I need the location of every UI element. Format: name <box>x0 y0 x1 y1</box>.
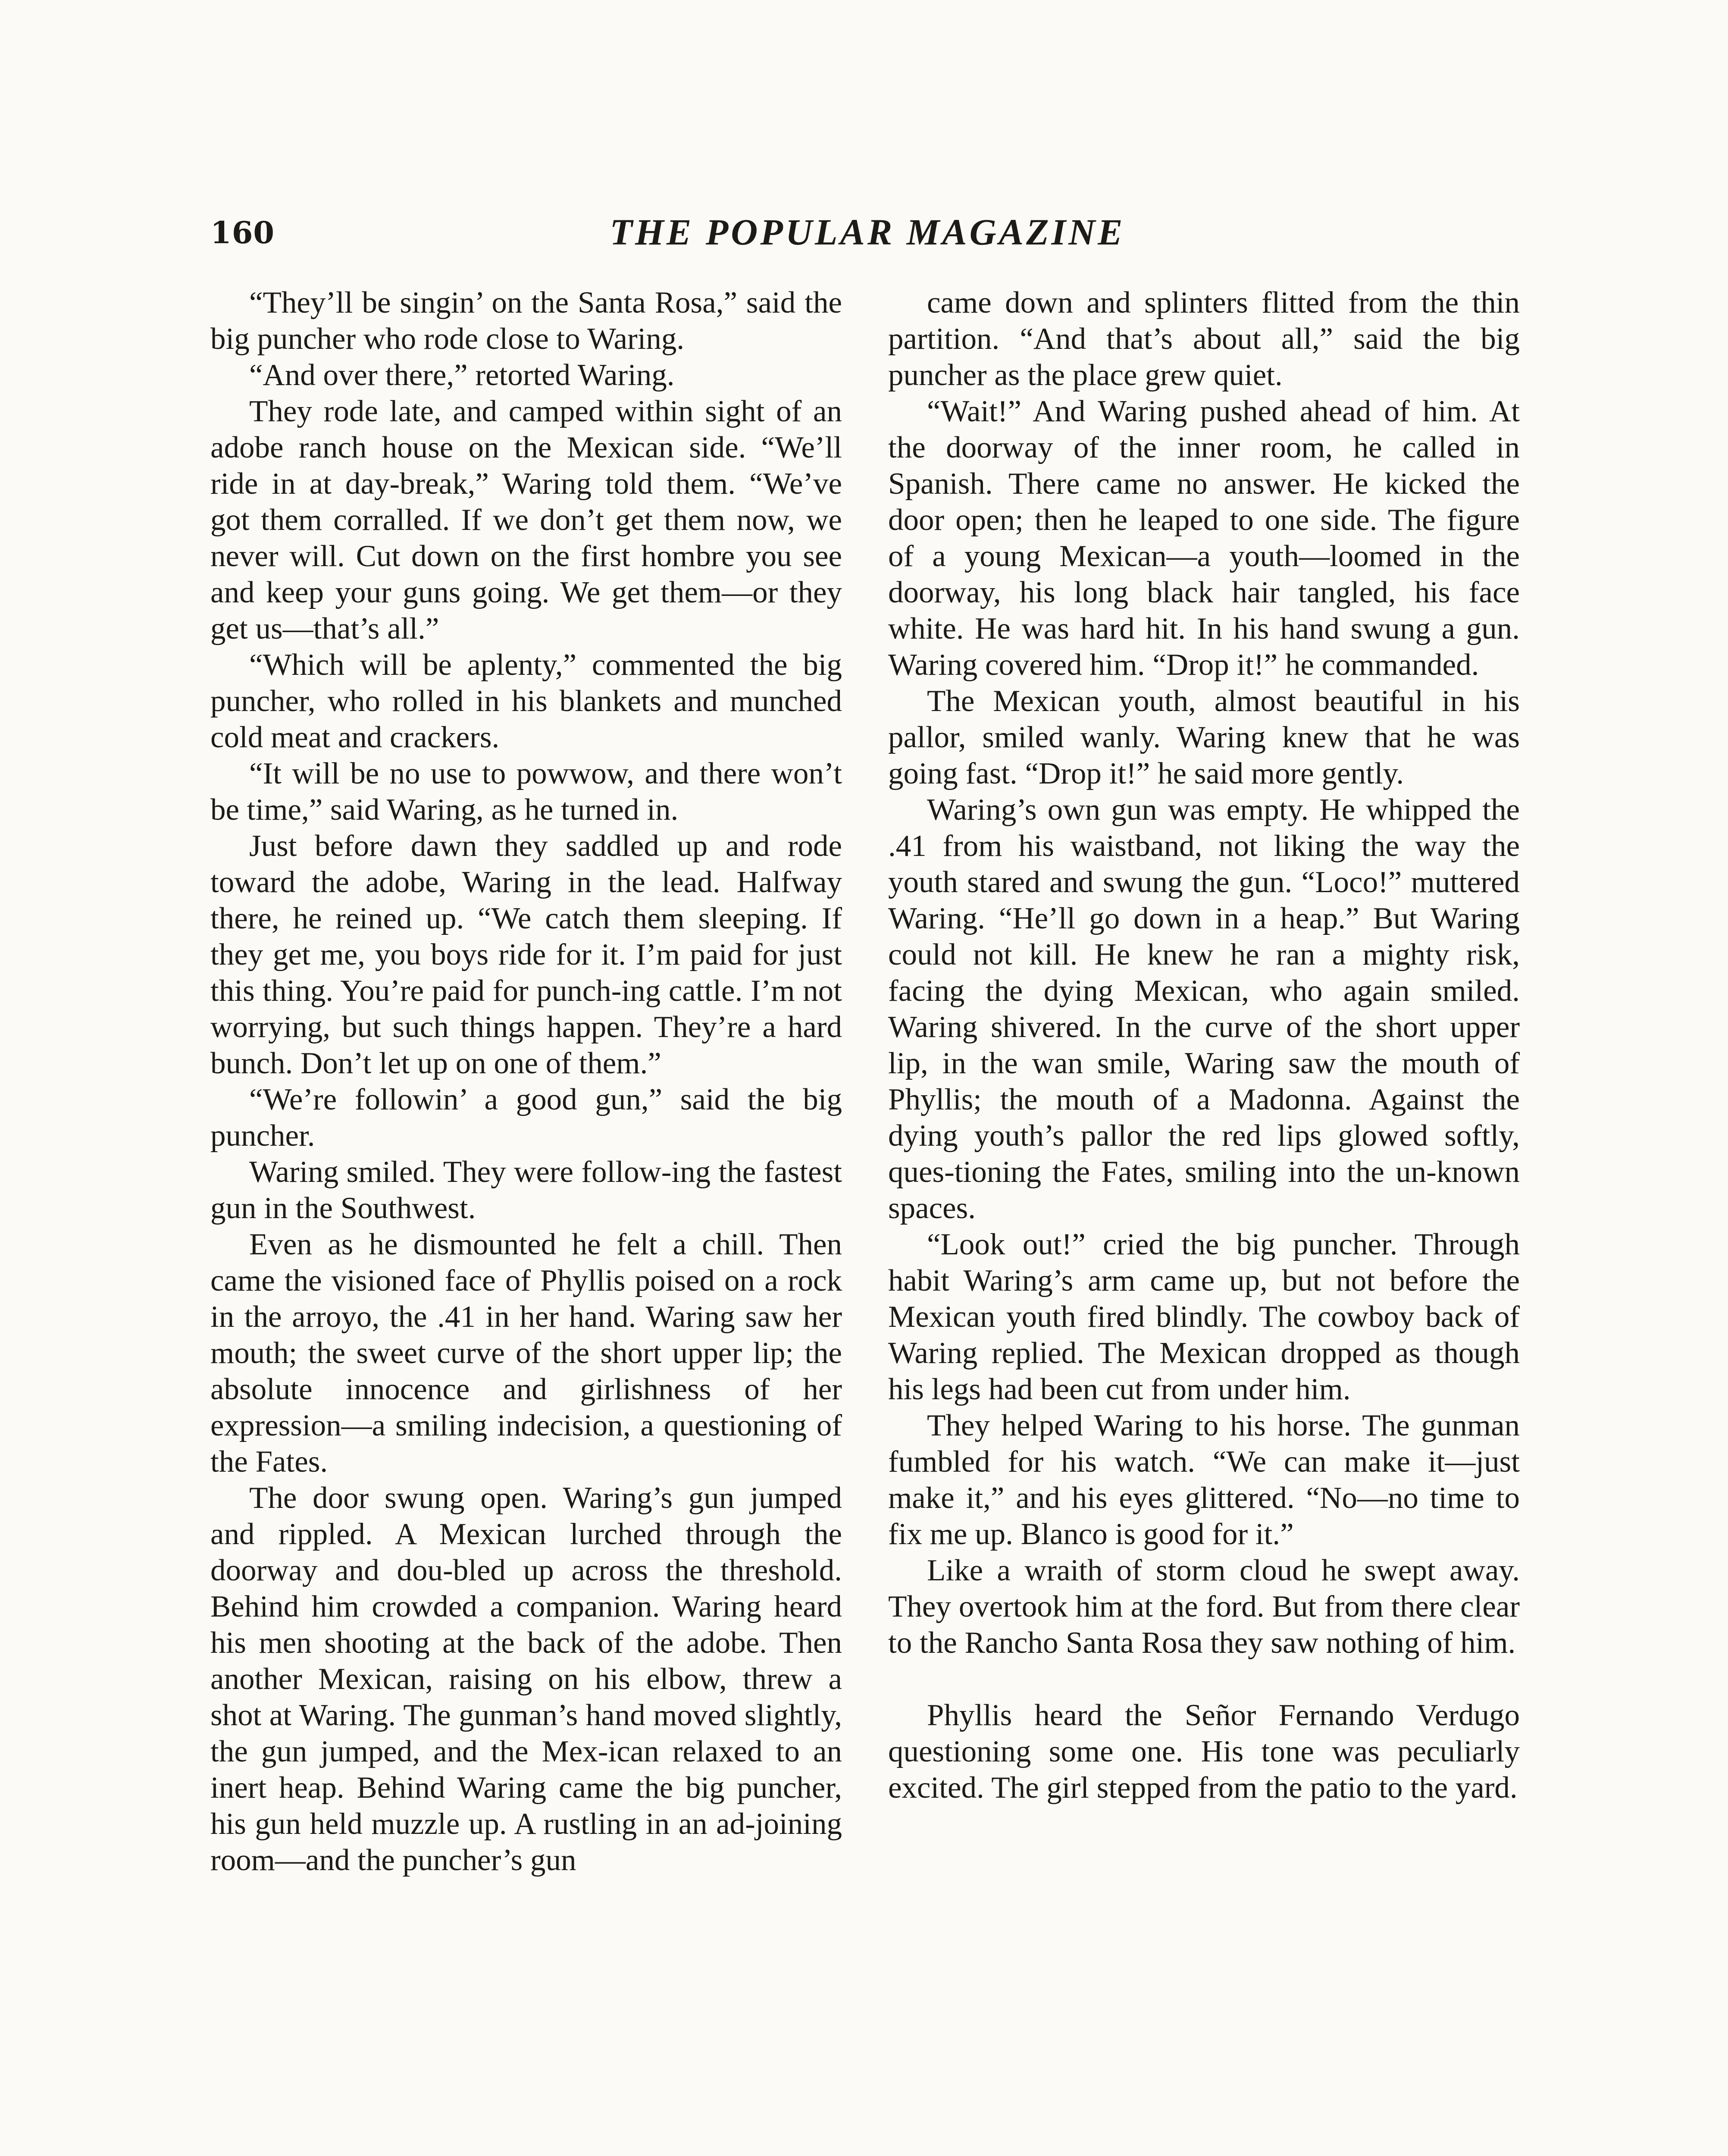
paragraph: “Look out!” cried the big puncher. Through habit Waring’s arm came up, but not before the Mexican youth fired blindly. The cowboy back of Waring replied. The Mexican dropped as though his legs had been cut from under him. <box>888 1228 1520 1406</box>
paragraph: Waring’s own gun was empty. He whipped the .41 from his waistband, not liking the way the youth stared and swung the gun. “Loco!” muttered Waring. “He’ll go down in a heap.” But Waring could not kill. He knew he ran a mighty risk, facing the dying Mexican, who again smiled. Waring shivered. In the curve of the short upper lip, in the wan smile, Waring saw the mouth of Phyllis; the mouth of a Madonna. Against the dying youth’s pallor the red lips glowed softly, ques-tioning the Fates, smiling into the un-known spaces. <box>888 793 1520 1225</box>
paragraph: Just before dawn they saddled up and rode toward the adobe, Waring in the lead. Halfway there, he reined up. “We catch them sleeping. If they get me, you boys ride for it. I’m paid for just this thing. You’re paid for punch-ing cattle. I’m not worrying, but such things happen. They’re a hard bunch. Don’t let up on one of them.” <box>210 829 842 1080</box>
paragraph: The Mexican youth, almost beautiful in his pallor, smiled wanly. Waring knew that he was going fast. “Drop it!” he said more gently. <box>888 684 1520 790</box>
paragraph: They helped Waring to his horse. The gunman fumbled for his watch. “We can make it—just make it,” and his eyes glittered. “No—no time to fix me up. Blanco is good for it.” <box>888 1409 1520 1551</box>
paragraph: Like a wraith of storm cloud he swept away. They overtook him at the ford. But from there clear to the Rancho Santa Rosa they saw nothing of him. <box>888 1554 1520 1660</box>
page-header <box>210 207 1525 263</box>
paragraph: Waring smiled. They were follow-ing the fastest gun in the Southwest. <box>210 1155 842 1225</box>
paragraph: “And over there,” retorted Waring. <box>249 358 675 392</box>
page-number: 160 <box>210 215 275 251</box>
paragraph: Phyllis heard the Señor Fernando Verdugo questioning some one. His tone was peculiarly excited. The girl stepped from the patio to the yard. <box>888 1698 1520 1805</box>
paragraph: “It will be no use to powwow, and there won’t be time,” said Waring, as he turned in. <box>210 757 842 827</box>
running-title: THE POPULAR MAGAZINE <box>610 211 1125 253</box>
paragraph: came down and splinters flitted from the thin partition. “And that’s about all,” said the big puncher as the place grew quiet. <box>888 286 1520 392</box>
text-column-right <box>888 285 1520 1806</box>
text-column-left <box>210 285 842 1878</box>
paragraph: They rode late, and camped within sight of an adobe ranch house on the Mexican side. “We’ll ride in at day-break,” Waring told them. “We’ve got them corralled. If we don’t get them now, we never will. Cut down on the first hombre you see and keep your guns going. We get them—or they get us—that’s all.” <box>210 395 842 646</box>
paragraph: The door swung open. Waring’s gun jumped and rippled. A Mexican lurched through the doorway and dou-bled up across the threshold. Behind him crowded a companion. Waring heard his men shooting at the back of the adobe. Then another Mexican, raising on his elbow, threw a shot at Waring. The gunman’s hand moved slightly, the gun jumped, and the Mex-ican relaxed to an inert heap. Behind Waring came the big puncher, his gun held muzzle up. A rustling in an ad-joining room—and the puncher’s gun <box>210 1481 842 1877</box>
paragraph: Even as he dismounted he felt a chill. Then came the visioned face of Phyllis poised on a rock in the arroyo, the .41 in her hand. Waring saw her mouth; the sweet curve of the short upper lip; the absolute innocence and girlishness of her expression—a smiling indecision, a questioning of the Fates. <box>210 1228 842 1479</box>
paragraph: “They’ll be singin’ on the Santa Rosa,” said the big puncher who rode close to Waring. <box>210 286 842 356</box>
paragraph: “Wait!” And Waring pushed ahead of him. At the doorway of the inner room, he called in Spanish. There came no answer. He kicked the door open; then he leaped to one side. The figure of a young Mexican—a youth—loomed in the doorway, his long black hair tangled, his face white. He was hard hit. In his hand swung a gun. Waring covered him. “Drop it!” he commanded. <box>888 395 1520 682</box>
paragraph: “Which will be aplenty,” commented the big puncher, who rolled in his blankets and munched cold meat and crackers. <box>210 648 842 754</box>
paragraph: “We’re followin’ a good gun,” said the big puncher. <box>210 1083 842 1153</box>
